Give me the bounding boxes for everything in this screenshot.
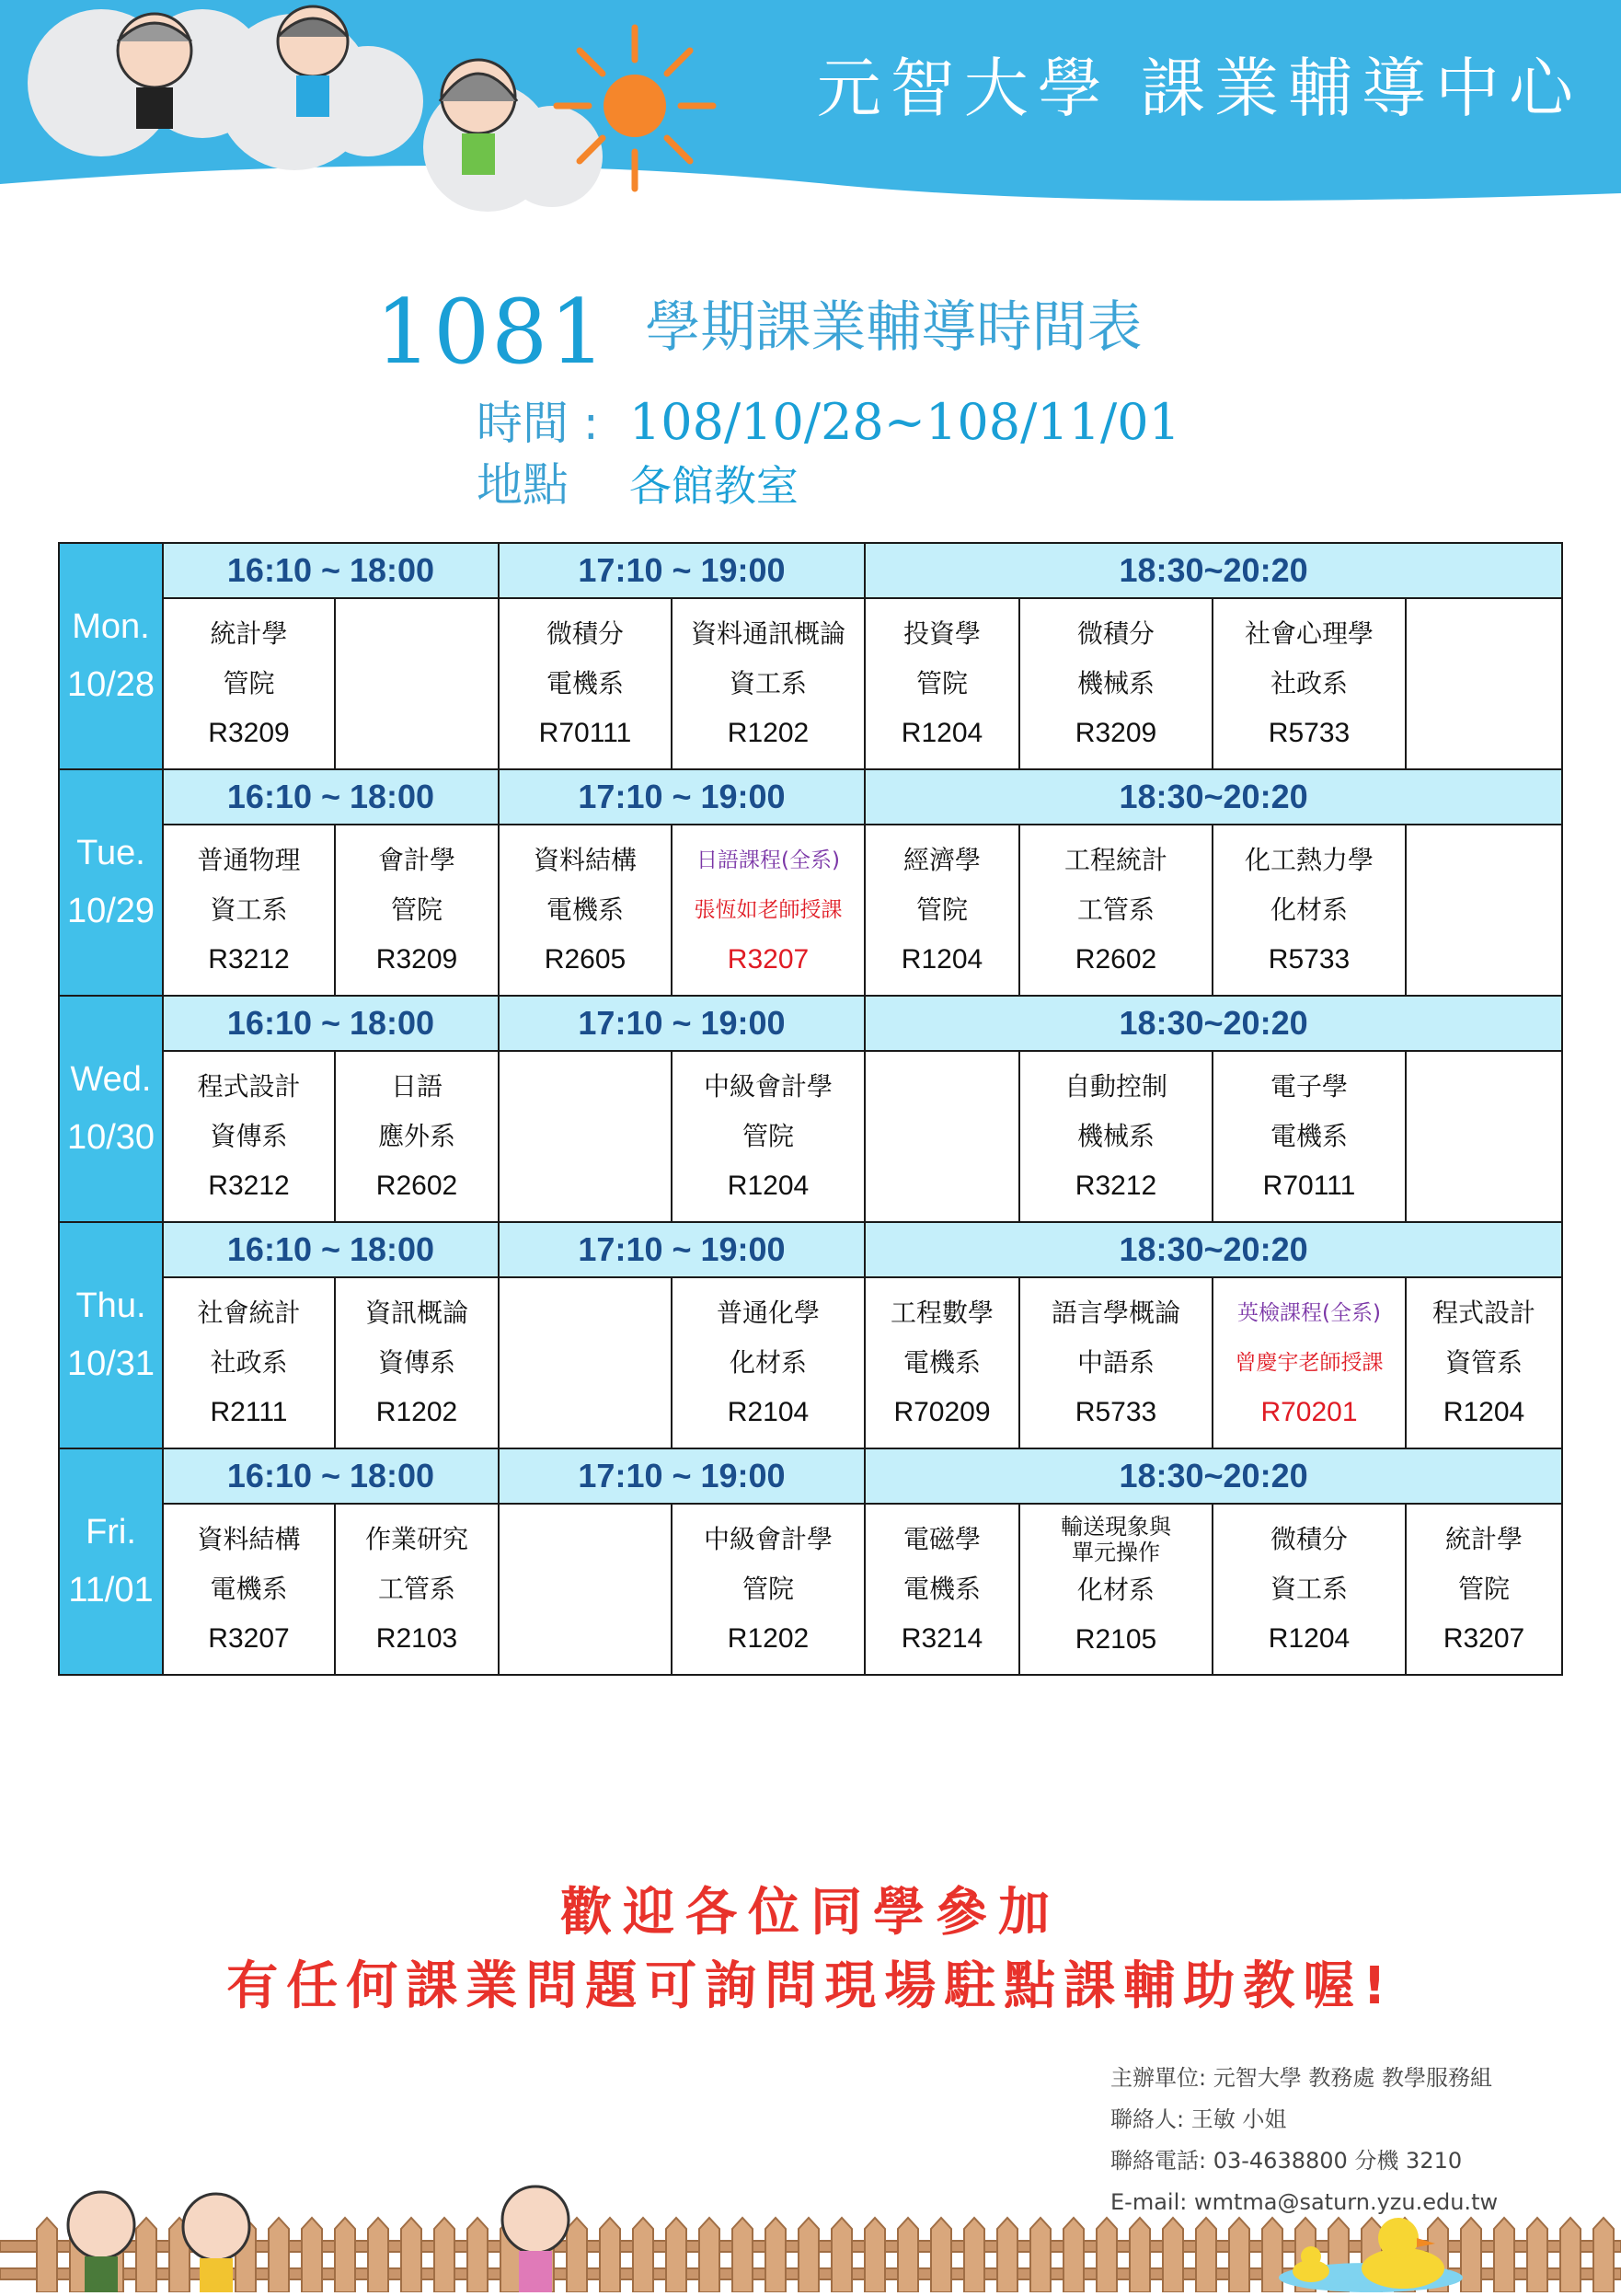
day-cell: [59, 1448, 163, 1675]
course-room: R2103: [375, 1623, 458, 1654]
course-name: 化工熱力學: [1244, 845, 1374, 875]
course-row: [59, 1277, 1562, 1448]
place-info: [477, 448, 799, 514]
course-name: 自動控制: [1063, 1071, 1167, 1102]
title-text: 學期課業輔導時間表: [645, 295, 1143, 360]
course-department: 資管系: [1445, 1347, 1523, 1378]
course-name: 日語課程(全系): [696, 848, 840, 872]
time-slot-header: 18:30~20:20: [865, 769, 1562, 825]
course-name: 微積分: [546, 618, 624, 649]
course-room: R1204: [1443, 1397, 1525, 1427]
course-name: 社會心理學: [1244, 618, 1374, 649]
course-cell: [335, 825, 499, 996]
course-department: 管院: [742, 1121, 794, 1151]
fence-picket: [567, 2218, 587, 2292]
course-room: R2602: [1075, 944, 1157, 975]
course-row: [59, 1051, 1562, 1222]
course-room: R3209: [1075, 718, 1157, 748]
fence-picket: [1063, 2218, 1084, 2292]
course-name: 日語: [390, 1071, 443, 1102]
time-slot-header: 17:10 ~ 19:00: [499, 543, 865, 598]
time-slot-header: 17:10 ~ 19:00: [499, 1222, 865, 1277]
time-slot-header: 18:30~20:20: [865, 1222, 1562, 1277]
day-cell: [59, 1222, 163, 1448]
course-cell: [672, 1277, 865, 1448]
course-department: 管院: [915, 894, 968, 925]
time-slot-header: 16:10 ~ 18:00: [163, 769, 499, 825]
fence-picket: [1593, 2218, 1614, 2292]
day-name: Fri.: [86, 1513, 136, 1552]
course-name: 程式設計: [197, 1071, 301, 1102]
center-name: 元智大學 課業輔導中心: [816, 51, 1582, 126]
fence-picket: [302, 2218, 322, 2292]
course-room: R70209: [893, 1397, 991, 1427]
course-cell: [163, 1051, 335, 1222]
course-teacher: 曾慶宇老師授課: [1235, 1351, 1384, 1375]
header-banner: [0, 0, 1621, 221]
course-cell: [163, 825, 335, 996]
course-cell: [1406, 1277, 1562, 1448]
course-name: 電子學: [1270, 1071, 1348, 1102]
day-date: 10/29: [66, 892, 155, 930]
course-cell: [672, 1504, 865, 1675]
welcome-line-1: 歡迎各位同學參加: [560, 1883, 1061, 1943]
time-slot-row: [59, 996, 1562, 1051]
course-name: 會計學: [377, 845, 455, 875]
course-name: 電磁學: [902, 1524, 981, 1554]
page-title: [375, 281, 1142, 384]
time-label: 時間 :: [477, 397, 599, 450]
course-room: R3207: [727, 944, 810, 975]
fence-picket: [467, 2218, 488, 2292]
course-cell: [865, 825, 1019, 996]
course-room: R70111: [1262, 1171, 1356, 1201]
course-cell: [1019, 598, 1213, 769]
course-cell: [1406, 1504, 1562, 1675]
course-name: 普通物理: [197, 845, 301, 875]
day-cell: [59, 543, 163, 769]
course-cell: [499, 1277, 672, 1448]
email-text: E-mail: wmtma@saturn.yzu.edu.tw: [1110, 2189, 1499, 2215]
course-department: 電機系: [902, 1347, 981, 1378]
day-name: Mon.: [72, 607, 150, 647]
course-cell: [865, 1051, 1019, 1222]
course-name: 統計學: [210, 618, 288, 649]
course-name: 程式設計: [1432, 1298, 1536, 1328]
course-name: 輸送現象與: [1061, 1514, 1171, 1540]
course-cell: [1019, 1504, 1213, 1675]
fence-picket: [335, 2218, 355, 2292]
fence-picket: [1030, 2218, 1051, 2292]
course-cell: [163, 598, 335, 769]
course-cell: [1019, 825, 1213, 996]
course-room: R5733: [1268, 718, 1351, 748]
course-department: 化材系: [1270, 894, 1348, 925]
course-cell: [499, 825, 672, 996]
phone-text: 聯絡電話: 03-4638800 分機 3210: [1110, 2148, 1463, 2174]
fence-picket: [832, 2218, 852, 2292]
schedule-table: [58, 542, 1563, 1676]
organizer-text: 主辦單位: 元智大學 教務處 教學服務組: [1110, 2065, 1492, 2091]
fence-picket: [799, 2218, 819, 2292]
course-department: 電機系: [210, 1574, 288, 1604]
course-room: R1204: [727, 1171, 810, 1201]
course-room: R3212: [208, 1171, 290, 1201]
fence-picket: [1560, 2218, 1581, 2292]
course-name: 工程統計: [1063, 845, 1167, 875]
fence-picket: [1461, 2218, 1481, 2292]
fence-picket: [269, 2218, 289, 2292]
course-cell: [1406, 598, 1562, 769]
fence-picket: [368, 2218, 388, 2292]
course-cell: [865, 1277, 1019, 1448]
time-slot-header: 16:10 ~ 18:00: [163, 996, 499, 1051]
course-department: 管院: [223, 668, 275, 698]
time-slot-header: 16:10 ~ 18:00: [163, 1448, 499, 1504]
course-department: 管院: [390, 894, 443, 925]
course-room: R1202: [375, 1397, 458, 1427]
course-name: 資料結構: [197, 1524, 301, 1554]
time-slot-row: [59, 1448, 1562, 1504]
fence-picket: [931, 2218, 951, 2292]
fence-picket: [1163, 2218, 1183, 2292]
day-date: 10/28: [66, 665, 155, 704]
course-cell: [1019, 1277, 1213, 1448]
time-info: [477, 387, 1180, 453]
course-room: R70201: [1260, 1397, 1358, 1427]
course-cell: [1213, 1504, 1406, 1675]
course-cell: [335, 1504, 499, 1675]
course-name: 社會統計: [197, 1298, 301, 1328]
course-name: 工程數學: [890, 1298, 994, 1328]
fence-picket: [765, 2218, 786, 2292]
course-department: 機械系: [1076, 668, 1155, 698]
day-cell: [59, 769, 163, 996]
course-department: 化材系: [729, 1347, 807, 1378]
time-slot-header: 17:10 ~ 19:00: [499, 1448, 865, 1504]
course-cell: [335, 598, 499, 769]
course-cell: [672, 598, 865, 769]
semester-number: 1081: [375, 281, 608, 384]
time-slot-header: 17:10 ~ 19:00: [499, 769, 865, 825]
course-department: 資工系: [210, 894, 288, 925]
fence-picket: [1130, 2218, 1150, 2292]
course-cell: [672, 825, 865, 996]
day-date: 10/30: [66, 1118, 155, 1157]
time-slot-row: [59, 1222, 1562, 1277]
course-name: 投資學: [902, 618, 981, 649]
day-cell: [59, 996, 163, 1222]
welcome-line-2: 有任何課業問題可詢問現場駐點課輔助教喔!: [226, 1956, 1395, 2016]
course-name: 經濟學: [902, 845, 981, 875]
course-department: 資工系: [729, 668, 807, 698]
course-room: R3209: [375, 944, 458, 975]
course-cell: [1213, 598, 1406, 769]
fence-picket: [1196, 2218, 1216, 2292]
course-cell: [335, 1051, 499, 1222]
course-cell: [499, 598, 672, 769]
fence-picket: [732, 2218, 753, 2292]
course-cell: [1213, 1277, 1406, 1448]
fence-picket: [666, 2218, 686, 2292]
time-slot-header: 16:10 ~ 18:00: [163, 1222, 499, 1277]
course-cell: [335, 1277, 499, 1448]
day-name: Wed.: [70, 1060, 152, 1100]
time-slot-header: 18:30~20:20: [865, 1448, 1562, 1504]
day-date: 11/01: [68, 1571, 154, 1610]
course-row: [59, 825, 1562, 996]
course-room: R2602: [375, 1171, 458, 1201]
fence-picket: [1527, 2218, 1547, 2292]
fence-picket: [997, 2218, 1017, 2292]
fence-icon: [0, 2172, 1621, 2292]
course-cell: [1406, 825, 1562, 996]
course-name: 中級會計學: [703, 1071, 833, 1102]
time-slot-header: 16:10 ~ 18:00: [163, 543, 499, 598]
fence-picket: [699, 2218, 719, 2292]
course-row: [59, 598, 1562, 769]
course-room: R1204: [1268, 1623, 1351, 1654]
course-cell: [499, 1504, 672, 1675]
course-room: R1202: [727, 718, 810, 748]
course-room: R2105: [1075, 1624, 1157, 1655]
place-label: 地點: [477, 458, 569, 512]
course-cell: [865, 1504, 1019, 1675]
course-cell: [163, 1277, 335, 1448]
course-department: 電機系: [902, 1574, 981, 1604]
course-department: 工管系: [1076, 894, 1155, 925]
contact-person-text: 聯絡人: 王敏 小姐: [1110, 2106, 1287, 2132]
fence-picket: [1494, 2218, 1514, 2292]
course-name: 統計學: [1445, 1524, 1523, 1554]
fence-picket: [1229, 2218, 1249, 2292]
time-slot-row: [59, 543, 1562, 598]
course-cell: [163, 1504, 335, 1675]
course-cell: [865, 598, 1019, 769]
course-room: R3212: [1075, 1171, 1157, 1201]
day-name: Thu.: [75, 1286, 146, 1326]
fence-picket: [600, 2218, 620, 2292]
course-department: 中語系: [1076, 1347, 1155, 1378]
course-department: 管院: [742, 1574, 794, 1604]
course-department: 電機系: [546, 894, 624, 925]
fence-picket: [401, 2218, 421, 2292]
fence-picket: [37, 2218, 57, 2292]
course-department: 管院: [1458, 1574, 1511, 1604]
fence-picket: [633, 2218, 653, 2292]
course-cell: [1019, 1051, 1213, 1222]
course-cell: [1406, 1051, 1562, 1222]
course-name: 作業研究: [364, 1524, 468, 1554]
course-teacher: 張恆如老師授課: [694, 898, 843, 922]
course-department: 化材系: [1076, 1575, 1155, 1605]
time-slot-header: 18:30~20:20: [865, 996, 1562, 1051]
course-name: 微積分: [1076, 618, 1155, 649]
course-department: 電機系: [1270, 1121, 1348, 1151]
course-room: R1202: [727, 1623, 810, 1654]
place-value: 各館教室: [628, 461, 799, 511]
course-department: 工管系: [377, 1574, 455, 1604]
course-room: R2605: [544, 944, 627, 975]
fence-picket: [1097, 2218, 1117, 2292]
course-name: 英檢課程(全系): [1237, 1301, 1381, 1325]
course-room: R1204: [901, 718, 983, 748]
course-name: 微積分: [1270, 1524, 1348, 1554]
course-cell: [1213, 1051, 1406, 1222]
fence-picket: [434, 2218, 454, 2292]
course-name: 中級會計學: [703, 1524, 833, 1554]
course-row: [59, 1504, 1562, 1675]
course-room: R3207: [208, 1623, 290, 1654]
course-name: 語言學概論: [1051, 1298, 1180, 1328]
course-department: 資工系: [1270, 1574, 1348, 1604]
course-department: 資傳系: [377, 1347, 455, 1378]
day-name: Tue.: [76, 834, 145, 873]
fence-picket: [1262, 2218, 1282, 2292]
course-room: R1204: [901, 944, 983, 975]
course-name: 資料通訊概論: [690, 618, 845, 649]
course-cell: [499, 1051, 672, 1222]
course-cell: [1213, 825, 1406, 996]
course-room: R3209: [208, 718, 290, 748]
time-slot-row: [59, 769, 1562, 825]
time-slot-header: 18:30~20:20: [865, 543, 1562, 598]
course-name-line-2: 單元操作: [1072, 1540, 1160, 1565]
fence-picket: [964, 2218, 984, 2292]
time-value: 108/10/28~108/11/01: [628, 393, 1180, 451]
fence-picket: [898, 2218, 918, 2292]
fence-picket: [136, 2218, 156, 2292]
time-slot-header: 17:10 ~ 19:00: [499, 996, 865, 1051]
footer-illustration: [0, 2172, 1621, 2292]
course-room: R70111: [538, 718, 632, 748]
course-department: 社政系: [210, 1347, 288, 1378]
course-name: 資訊概論: [364, 1298, 468, 1328]
course-room: R3212: [208, 944, 290, 975]
course-room: R2111: [210, 1397, 288, 1427]
course-department: 管院: [915, 668, 968, 698]
course-cell: [672, 1051, 865, 1222]
course-name: 普通化學: [716, 1298, 820, 1328]
course-room: R2104: [727, 1397, 810, 1427]
course-department: 機械系: [1076, 1121, 1155, 1151]
course-room: R3207: [1443, 1623, 1525, 1654]
fence-picket: [865, 2218, 885, 2292]
course-room: R5733: [1075, 1397, 1157, 1427]
day-date: 10/31: [66, 1344, 155, 1383]
course-department: 電機系: [546, 668, 624, 698]
course-name: 資料結構: [533, 845, 637, 875]
course-room: R5733: [1268, 944, 1351, 975]
course-department: 資傳系: [210, 1121, 288, 1151]
course-room: R3214: [901, 1623, 983, 1654]
course-department: 應外系: [377, 1121, 455, 1151]
course-department: 社政系: [1270, 668, 1348, 698]
